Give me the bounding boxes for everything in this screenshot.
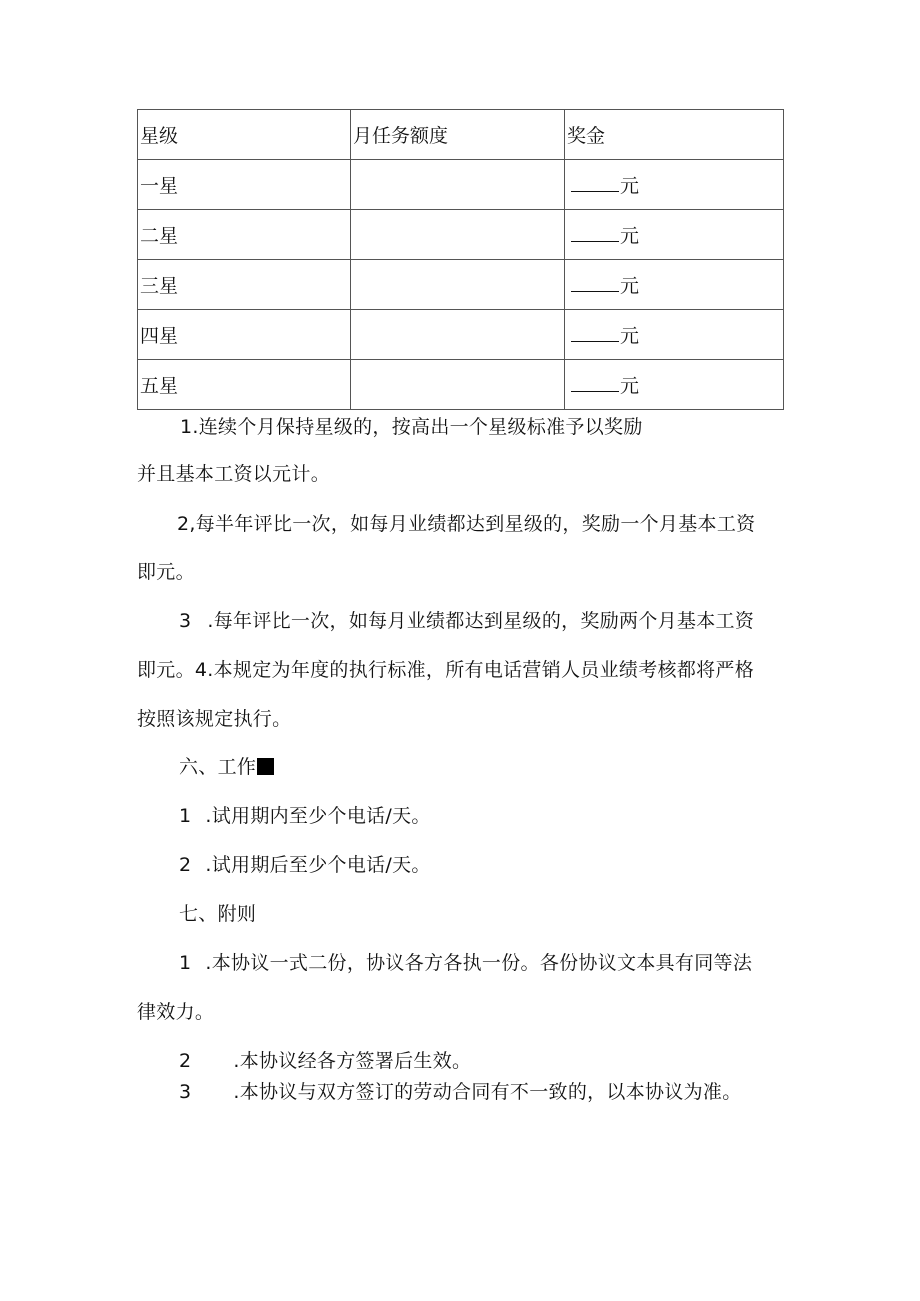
rule-1-line-2: 并且基本工资以元计。 — [137, 463, 331, 485]
star-level-table — [137, 109, 784, 410]
quota-cell — [351, 210, 565, 260]
bonus-cell — [565, 310, 784, 360]
bonus-cell — [565, 160, 784, 210]
quota-cell — [351, 160, 565, 210]
star-level-cell: 五星 — [138, 360, 351, 410]
table-row — [138, 260, 784, 310]
bonus-blank-line — [571, 327, 619, 342]
bonus-unit: 元 — [620, 175, 640, 197]
quota-cell — [351, 310, 565, 360]
item-number: 2 — [179, 854, 192, 876]
rule-3-number: 3 — [179, 610, 192, 632]
table-row — [138, 360, 784, 410]
bonus-cell — [565, 210, 784, 260]
item-text: .本协议一式二份，协议各方各执一份。各份协议文本具有同等法 — [205, 952, 753, 974]
item-text: .本协议经各方签署后生效。 — [233, 1050, 472, 1072]
table-row — [138, 310, 784, 360]
rule-3-line-1 — [179, 609, 754, 633]
quota-cell — [351, 360, 565, 410]
bonus-unit: 元 — [620, 325, 640, 347]
section-7-item-1-line-1 — [179, 951, 752, 975]
section-6-title: 六、工作 — [179, 756, 257, 778]
rule-3-line-3: 按照该规定执行。 — [137, 708, 292, 730]
star-level-cell: 一星 — [138, 160, 351, 210]
star-level-cell: 四星 — [138, 310, 351, 360]
bonus-cell — [565, 360, 784, 410]
section-6-item-1 — [179, 804, 431, 828]
black-square-icon — [257, 758, 274, 775]
bonus-cell — [565, 260, 784, 310]
header-monthly-quota: 月任务额度 — [351, 110, 565, 160]
quota-cell — [351, 260, 565, 310]
bonus-unit: 元 — [620, 375, 640, 397]
bonus-blank-line — [571, 377, 619, 392]
header-bonus: 奖金 — [565, 110, 784, 160]
rule-2-line-2: 即元。 — [137, 561, 195, 583]
star-level-cell: 三星 — [138, 260, 351, 310]
rule-2-line-1: 2,每半年评比一次，如每月业绩都达到星级的，奖励一个月基本工资 — [177, 513, 756, 535]
section-7-heading: 七、附则 — [179, 903, 257, 925]
bonus-unit: 元 — [620, 225, 640, 247]
item-number: 1 — [179, 952, 192, 974]
rule-3-line-2: 即元。4.本规定为年度的执行标准，所有电话营销人员业绩考核都将严格 — [137, 659, 755, 681]
item-number: 3 — [179, 1081, 192, 1103]
item-text: .试用期内至少个电话/天。 — [205, 805, 431, 827]
rule-3-text: .每年评比一次，如每月业绩都达到星级的，奖励两个月基本工资 — [207, 610, 755, 632]
bonus-blank-line — [571, 227, 619, 242]
table-header-row — [138, 110, 784, 160]
item-text: .本协议与双方签订的劳动合同有不一致的，以本协议为准。 — [233, 1081, 742, 1103]
section-6-item-2 — [179, 853, 431, 877]
rule-1-line-1: 1.连续个月保持星级的，按高出一个星级标准予以奖励 — [180, 416, 643, 438]
bonus-blank-line — [571, 177, 619, 192]
table-row — [138, 210, 784, 260]
item-number: 1 — [179, 805, 192, 827]
section-7-item-1-line-2: 律效力。 — [137, 1001, 215, 1023]
section-7-item-2 — [179, 1049, 471, 1073]
section-6-heading — [179, 755, 274, 779]
star-level-cell: 二星 — [138, 210, 351, 260]
bonus-unit: 元 — [620, 275, 640, 297]
table-row — [138, 160, 784, 210]
bonus-blank-line — [571, 277, 619, 292]
header-star-level: 星级 — [138, 110, 351, 160]
item-text: .试用期后至少个电话/天。 — [205, 854, 431, 876]
item-number: 2 — [179, 1050, 192, 1072]
section-7-item-3 — [179, 1080, 742, 1104]
